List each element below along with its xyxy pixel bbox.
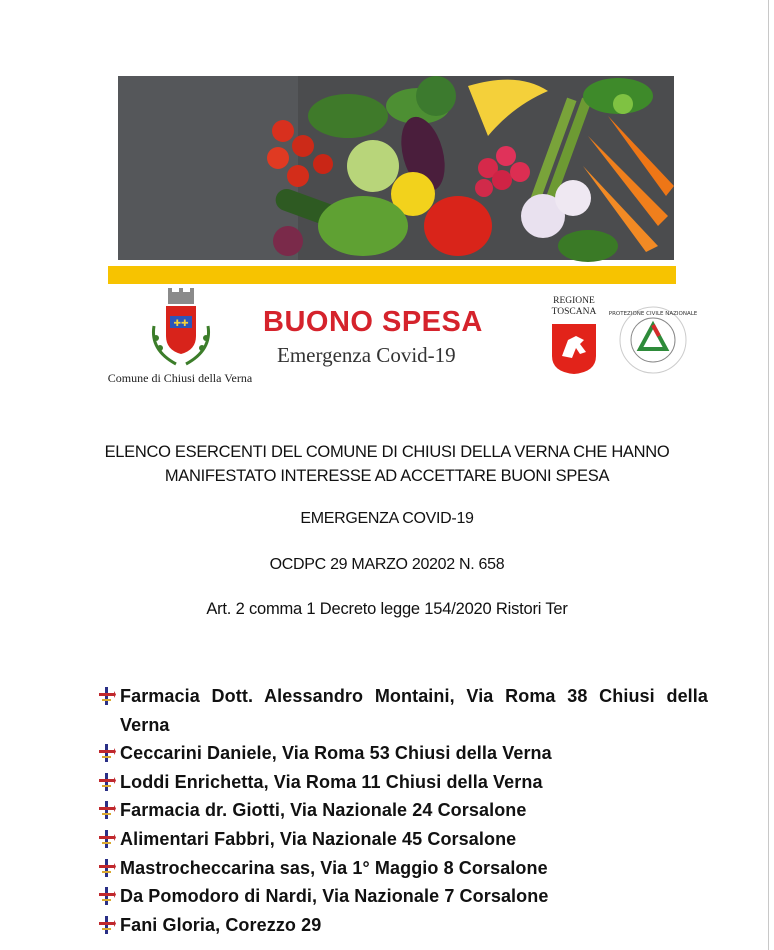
protezione-text: PROTEZIONE CIVILE NAZIONALE: [608, 311, 698, 317]
merchant-name: Loddi Enrichetta, Via Roma 11 Chiusi della Verna: [120, 771, 543, 792]
regione-label: [545, 296, 603, 318]
list-item: [98, 911, 708, 940]
list-item: [98, 739, 708, 768]
cross-arrow-bullet-icon: [98, 916, 116, 934]
cross-arrow-bullet-icon: [98, 859, 116, 877]
list-item: [98, 825, 708, 854]
art-heading: Art. 2 comma 1 Decreto legge 154/2020 Ristori Ter: [206, 600, 568, 618]
merchant-list: [98, 682, 708, 939]
main-heading: [0, 440, 774, 488]
merchant-name: Fani Gloria, Corezzo 29: [120, 914, 322, 935]
list-item: [98, 682, 708, 739]
svg-text:✚✚: ✚✚: [173, 319, 189, 329]
yellow-band: [108, 266, 676, 284]
merchant-name: Da Pomodoro di Nardi, Via Nazionale 7 Corsalone: [120, 886, 549, 907]
cross-arrow-bullet-icon: [98, 773, 116, 791]
cross-arrow-bullet-icon: [98, 801, 116, 819]
vegetables-photo: [118, 76, 674, 260]
comune-crest-icon: [146, 286, 216, 370]
buono-spesa-subtitle: Emergenza Covid-19: [277, 343, 456, 367]
merchant-name: Alimentari Fabbri, Via Nazionale 45 Corsalone: [120, 828, 517, 849]
list-item: [98, 768, 708, 797]
list-item: [98, 796, 708, 825]
regione-toscana-shield-icon: [550, 322, 598, 376]
main-heading-line2: MANIFESTATO INTERESSE AD ACCETTARE BUONI SPESA: [164, 467, 610, 485]
cross-arrow-bullet-icon: [98, 744, 116, 762]
buono-spesa-title: BUONO SPESA: [263, 306, 483, 338]
list-item: [98, 854, 708, 883]
regione-label-text: REGIONE TOSCANA: [551, 296, 597, 317]
merchant-name: Ceccarini Daniele, Via Roma 53 Chiusi della Verna: [120, 743, 552, 764]
emergenza-heading: EMERGENZA COVID-19: [300, 510, 474, 527]
merchant-name: Farmacia dr. Giotti, Via Nazionale 24 Corsalone: [120, 800, 527, 821]
ocdpc-heading: OCDPC 29 MARZO 20202 N. 658: [269, 556, 505, 573]
cross-arrow-bullet-icon: [98, 687, 116, 705]
main-heading-line1: ELENCO ESERCENTI DEL COMUNE DI CHIUSI DELLA VERNA CHE HANNO: [104, 443, 670, 461]
list-item: [98, 882, 708, 911]
merchant-name: Mastrocheccarina sas, Via 1° Maggio 8 Corsalone: [120, 857, 548, 878]
merchant-name: Farmacia Dott. Alessandro Montaini, Via Roma 38 Chiusi della Verna: [120, 686, 708, 735]
cross-arrow-bullet-icon: [98, 887, 116, 905]
protezione-civile-logo-icon: [608, 305, 698, 375]
comune-label: Comune di Chiusi della Verna: [107, 371, 253, 385]
cross-arrow-bullet-icon: [98, 830, 116, 848]
